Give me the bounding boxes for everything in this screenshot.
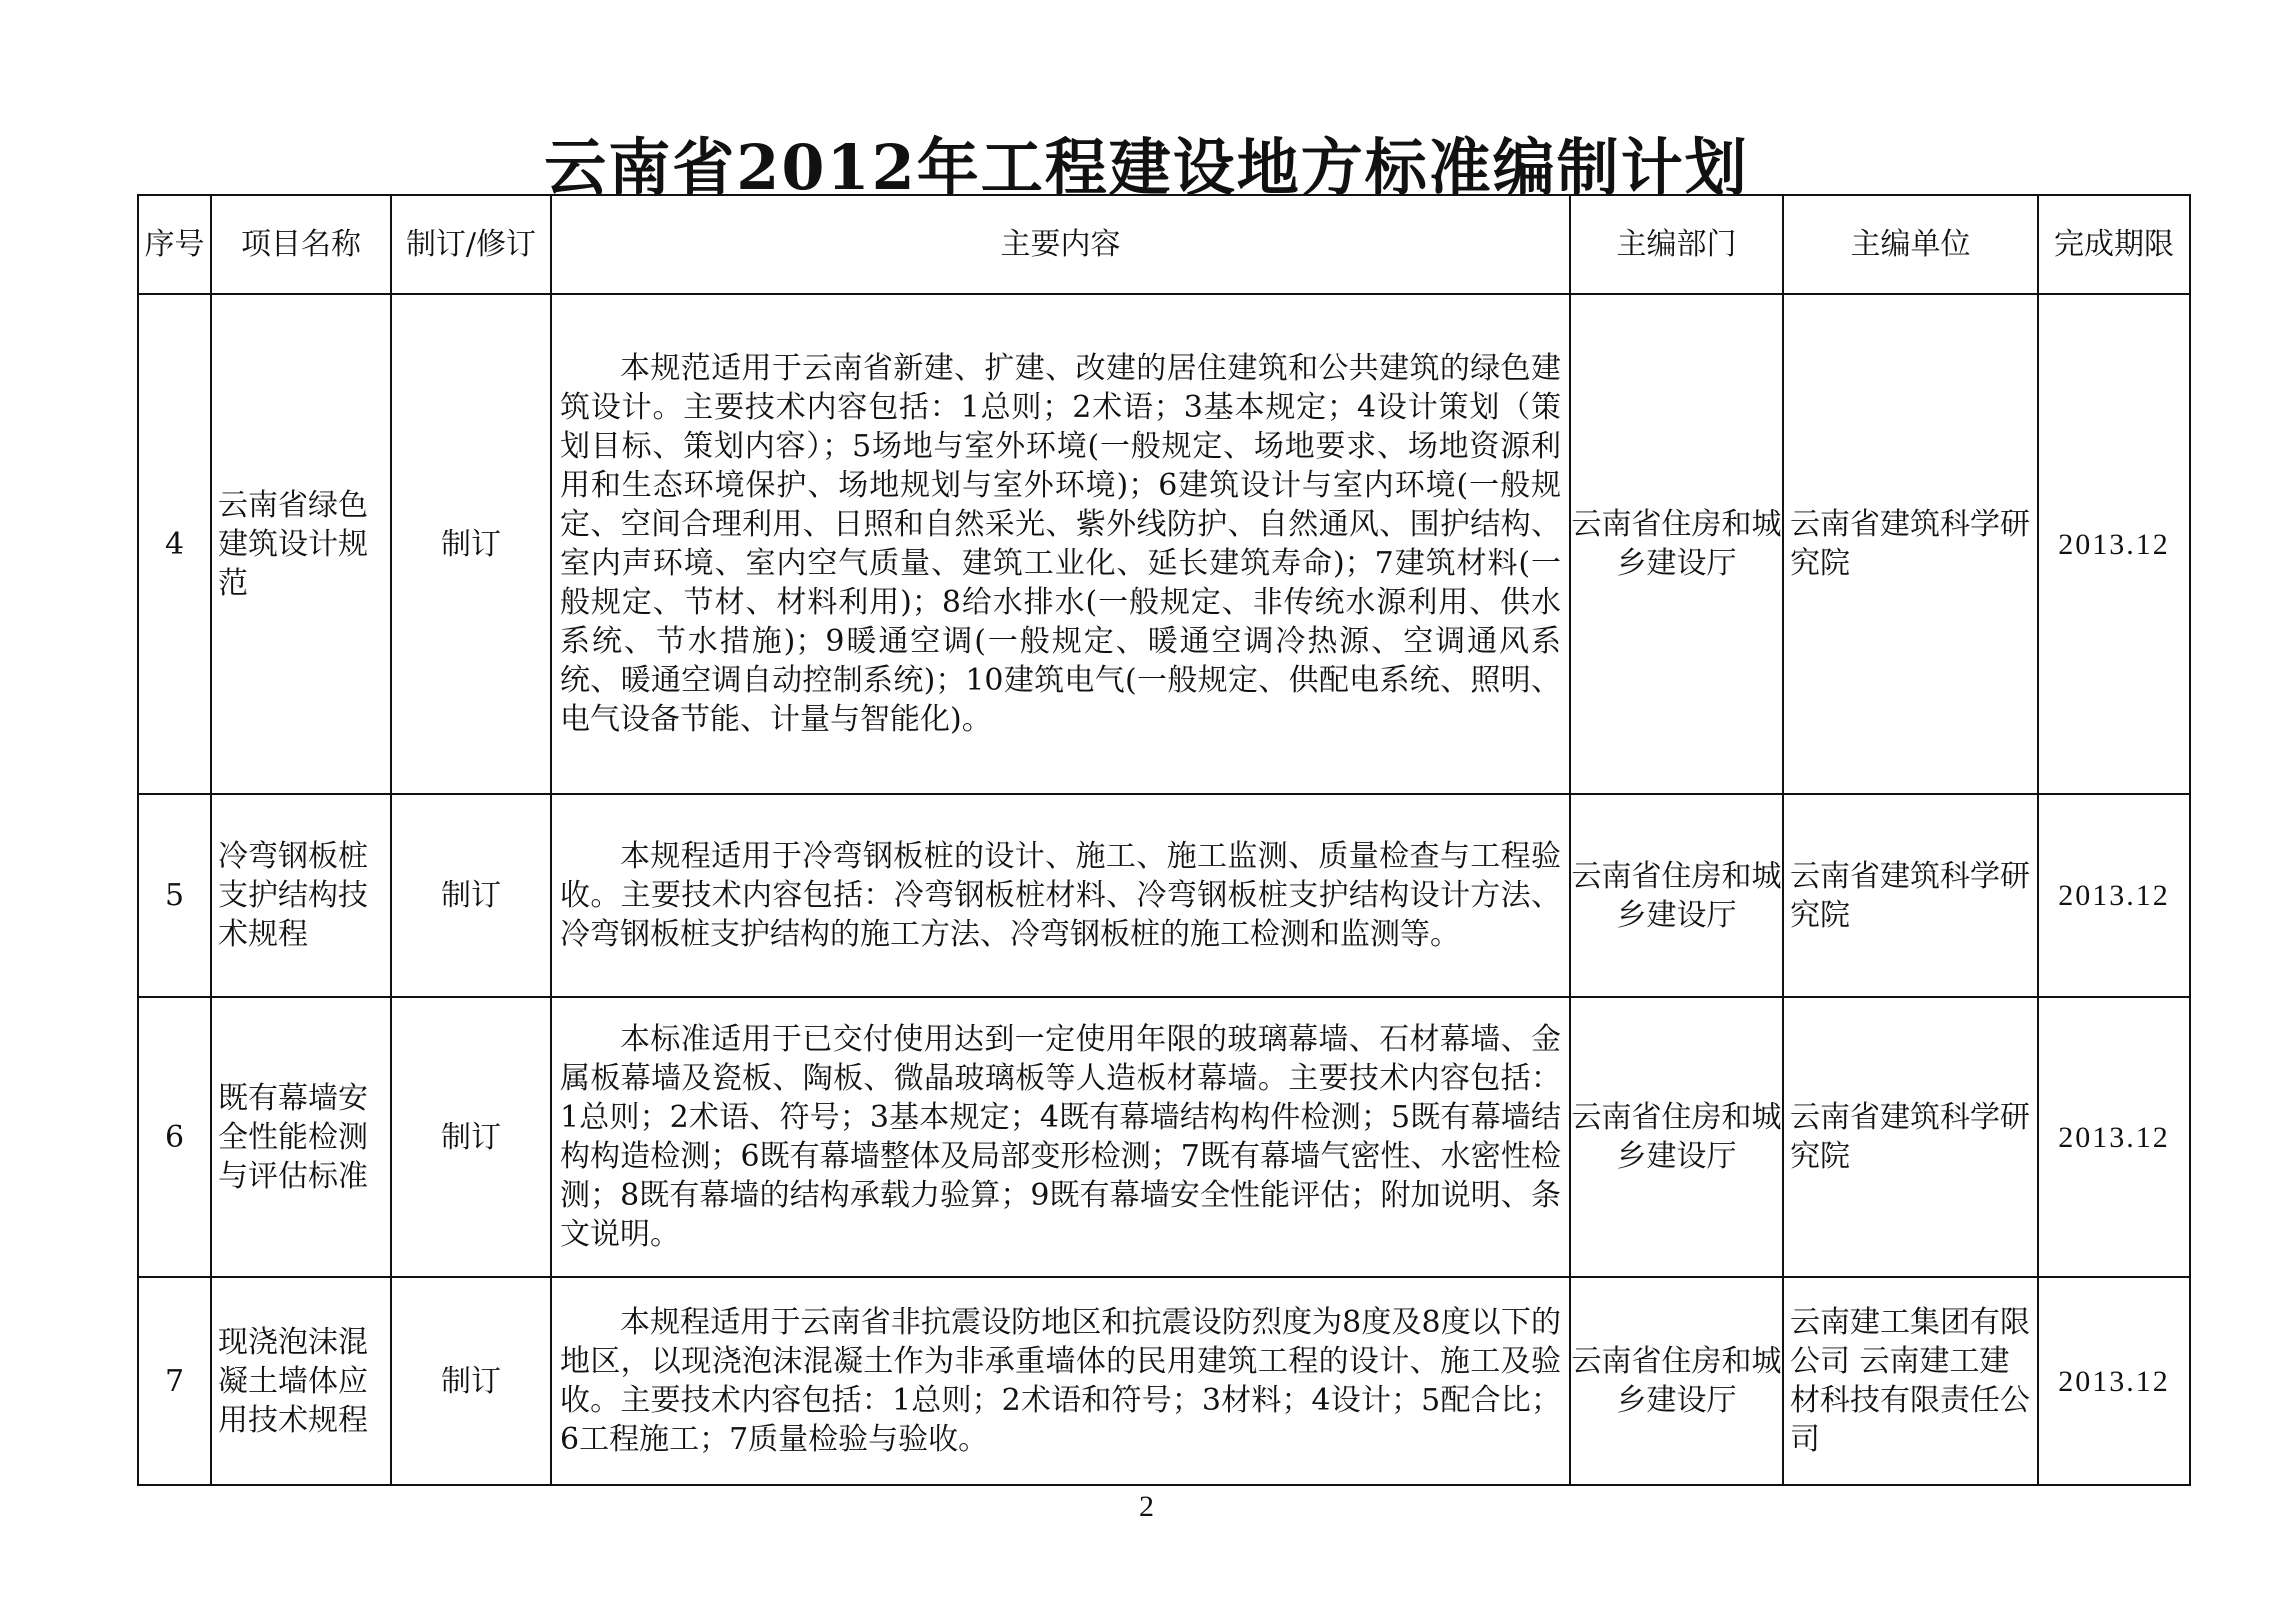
row-content-text: 本规程适用于云南省非抗震设防地区和抗震设防烈度为8度及8度以下的地区，以现浇泡沫混凝土作为非承重墙体的民用建筑工程的设计、施工及验收。主要技术内容包括：1总则；2术语和符号；3材料；4设计；5配合比；6工程施工；7质量检验与验收。 xyxy=(560,1305,1561,1457)
row-seq: 4 xyxy=(138,294,211,794)
row-unit: 云南省建筑科学研究院 xyxy=(1783,794,2038,997)
row-type: 制订 xyxy=(391,997,551,1277)
row-unit: 云南省建筑科学研究院 xyxy=(1783,294,2038,794)
header-row xyxy=(138,195,2190,294)
row-unit: 云南省建筑科学研究院 xyxy=(1783,997,2038,1277)
header-dept: 主编部门 xyxy=(1570,195,1783,294)
row-type: 制订 xyxy=(391,794,551,997)
row-deadline: 2013.12 xyxy=(2038,997,2190,1277)
row-name: 云南省绿色建筑设计规范 xyxy=(211,294,391,794)
header-type: 制订/修订 xyxy=(391,195,551,294)
row-name: 既有幕墙安全性能检测与评估标准 xyxy=(211,997,391,1277)
table-row xyxy=(138,1277,2190,1485)
row-deadline: 2013.12 xyxy=(2038,294,2190,794)
row-content-text: 本标准适用于已交付使用达到一定使用年限的玻璃幕墙、石材幕墙、金属板幕墙及瓷板、陶板、微晶玻璃板等人造板材幕墙。主要技术内容包括：1总则；2术语、符号；3基本规定；4既有幕墙结构构件检测；5既有幕墙结构构造检测；6既有幕墙整体及局部变形检测；7既有幕墙气密性、水密性检测；8既有幕墙的结构承载力验算；9既有幕墙安全性能评估；附加说明、条文说明。 xyxy=(560,1022,1561,1252)
row-deadline: 2013.12 xyxy=(2038,1277,2190,1485)
row-content xyxy=(551,997,1570,1277)
row-dept: 云南省住房和城乡建设厅 xyxy=(1570,794,1783,997)
row-dept: 云南省住房和城乡建设厅 xyxy=(1570,294,1783,794)
header-content: 主要内容 xyxy=(551,195,1570,294)
row-unit: 云南建工集团有限公司 云南建工建材科技有限责任公司 xyxy=(1783,1277,2038,1485)
row-type: 制订 xyxy=(391,1277,551,1485)
row-type: 制订 xyxy=(391,294,551,794)
page-number: 2 xyxy=(1139,1490,1154,1523)
row-content xyxy=(551,294,1570,794)
table-row xyxy=(138,794,2190,997)
row-name: 冷弯钢板桩支护结构技术规程 xyxy=(211,794,391,997)
row-deadline: 2013.12 xyxy=(2038,794,2190,997)
header-deadline: 完成期限 xyxy=(2038,195,2190,294)
row-content-text: 本规程适用于冷弯钢板桩的设计、施工、施工监测、质量检查与工程验收。主要技术内容包括：冷弯钢板桩材料、冷弯钢板桩支护结构设计方法、冷弯钢板桩支护结构的施工方法、冷弯钢板桩的施工检测和监测等。 xyxy=(560,839,1561,952)
row-content xyxy=(551,794,1570,997)
header-name: 项目名称 xyxy=(211,195,391,294)
table-row xyxy=(138,294,2190,794)
row-seq: 6 xyxy=(138,997,211,1277)
table-row xyxy=(138,997,2190,1277)
row-dept: 云南省住房和城乡建设厅 xyxy=(1570,1277,1783,1485)
row-content-text: 本规范适用于云南省新建、扩建、改建的居住建筑和公共建筑的绿色建筑设计。主要技术内容包括：1总则；2术语；3基本规定；4设计策划（策划目标、策划内容）；5场地与室外环境(一般规定、场地要求、场地资源利用和生态环境保护、场地规划与室外环境)；6建筑设计与室内环境(一般规定、空间合理利用、日照和自然采光、紫外线防护、自然通风、围护结构、室内声环境、室内空气质量、建筑工业化、延长建筑寿命)；7建筑材料(一般规定、节材、材料利用)；8给水排水(一般规定、非传统水源利用、供水系统、节水措施)；9暖通空调(一般规定、暖通空调冷热源、空调通风系统、暖通空调自动控制系统)；10建筑电气(一般规定、供配电系统、照明、电气设备节能、计量与智能化)。 xyxy=(560,351,1561,737)
row-content xyxy=(551,1277,1570,1485)
page-title: 云南省2012年工程建设地方标准编制计划 xyxy=(544,131,1749,204)
plan-table xyxy=(137,194,2191,1486)
row-seq: 5 xyxy=(138,794,211,997)
row-seq: 7 xyxy=(138,1277,211,1485)
header-unit: 主编单位 xyxy=(1783,195,2038,294)
row-name: 现浇泡沫混凝土墙体应用技术规程 xyxy=(211,1277,391,1485)
row-dept: 云南省住房和城乡建设厅 xyxy=(1570,997,1783,1277)
header-seq: 序号 xyxy=(138,195,211,294)
